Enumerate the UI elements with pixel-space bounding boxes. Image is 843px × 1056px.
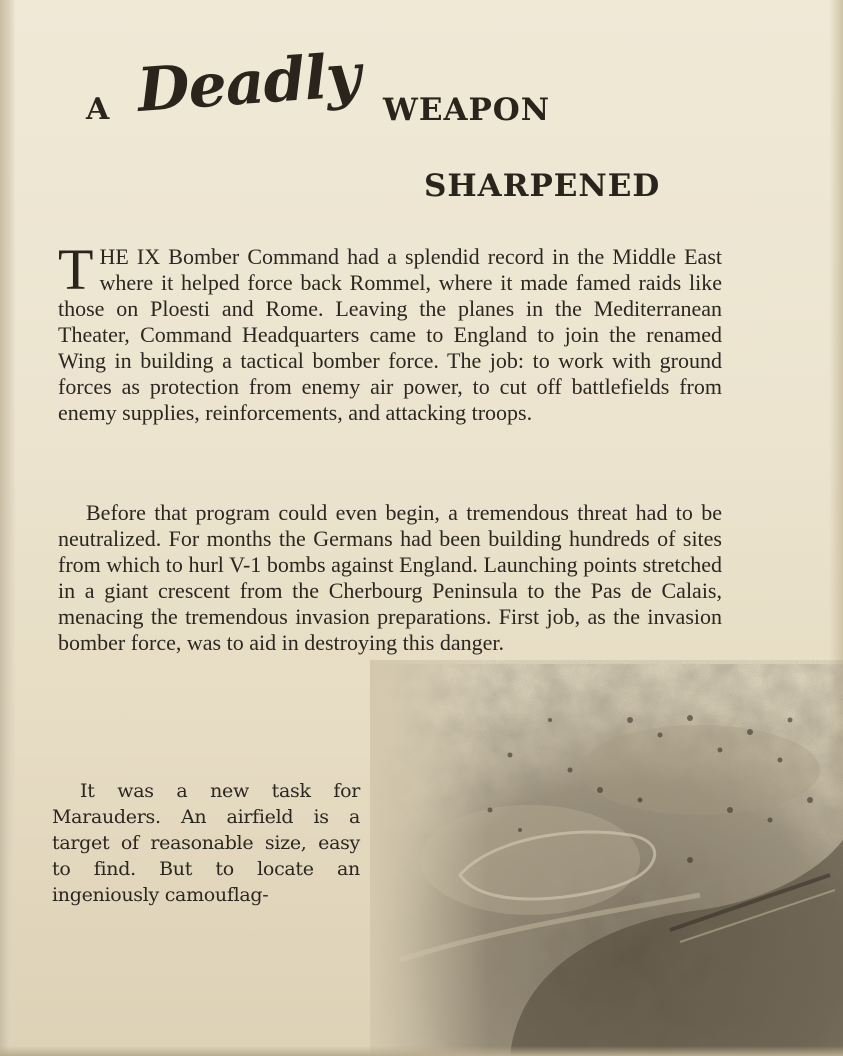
paragraph-1: [58, 237, 722, 426]
page-bottom-edge: [0, 1046, 843, 1056]
drop-cap: T: [58, 237, 94, 302]
page-gutter: [0, 0, 16, 1056]
paragraph-2-text: Before that program could even begin, a tremendous threat had to be neutralized. For months the Germans had been building hundreds of sites from which to hurl V-1 bombs against England. Launching points stretched in a giant crescent from the Cherbourg Peninsula to the Pas de Calais, menacing the tremendous invasion preparations. First job, as the invasion bomber force, was to aid in destroying this danger.: [58, 500, 722, 655]
paragraph-3-text: It was a new task for Marauders. An airfield is a target of reasonable size, easy to find. But to locate an ingeniously camouflag-: [52, 780, 360, 906]
paragraph-1-text: IX Bomber Command had a splendid record in the Middle East where it helped force back Rommel, where it made famed raids like those on Ploesti and Rome. Leaving the planes in the Mediterranean Theater, Command Headquarters came to England to join the renamed Wing in building a tactical bomber force. The job: to work with ground forces as protection from enemy air power, to cut off battlefields from enemy supplies, reinforcements, and attacking troops.: [58, 244, 722, 425]
paragraph-2: [58, 500, 722, 656]
title-word: WEAPON: [383, 92, 551, 128]
paragraph-3: [52, 778, 360, 908]
title-script-word: Deadly: [135, 40, 363, 127]
title-line-2: SHARPENED: [424, 168, 661, 204]
paragraph-1-smallcaps: HE: [99, 244, 129, 269]
aerial-photograph: [370, 660, 843, 1056]
title-prefix: A: [86, 92, 111, 127]
